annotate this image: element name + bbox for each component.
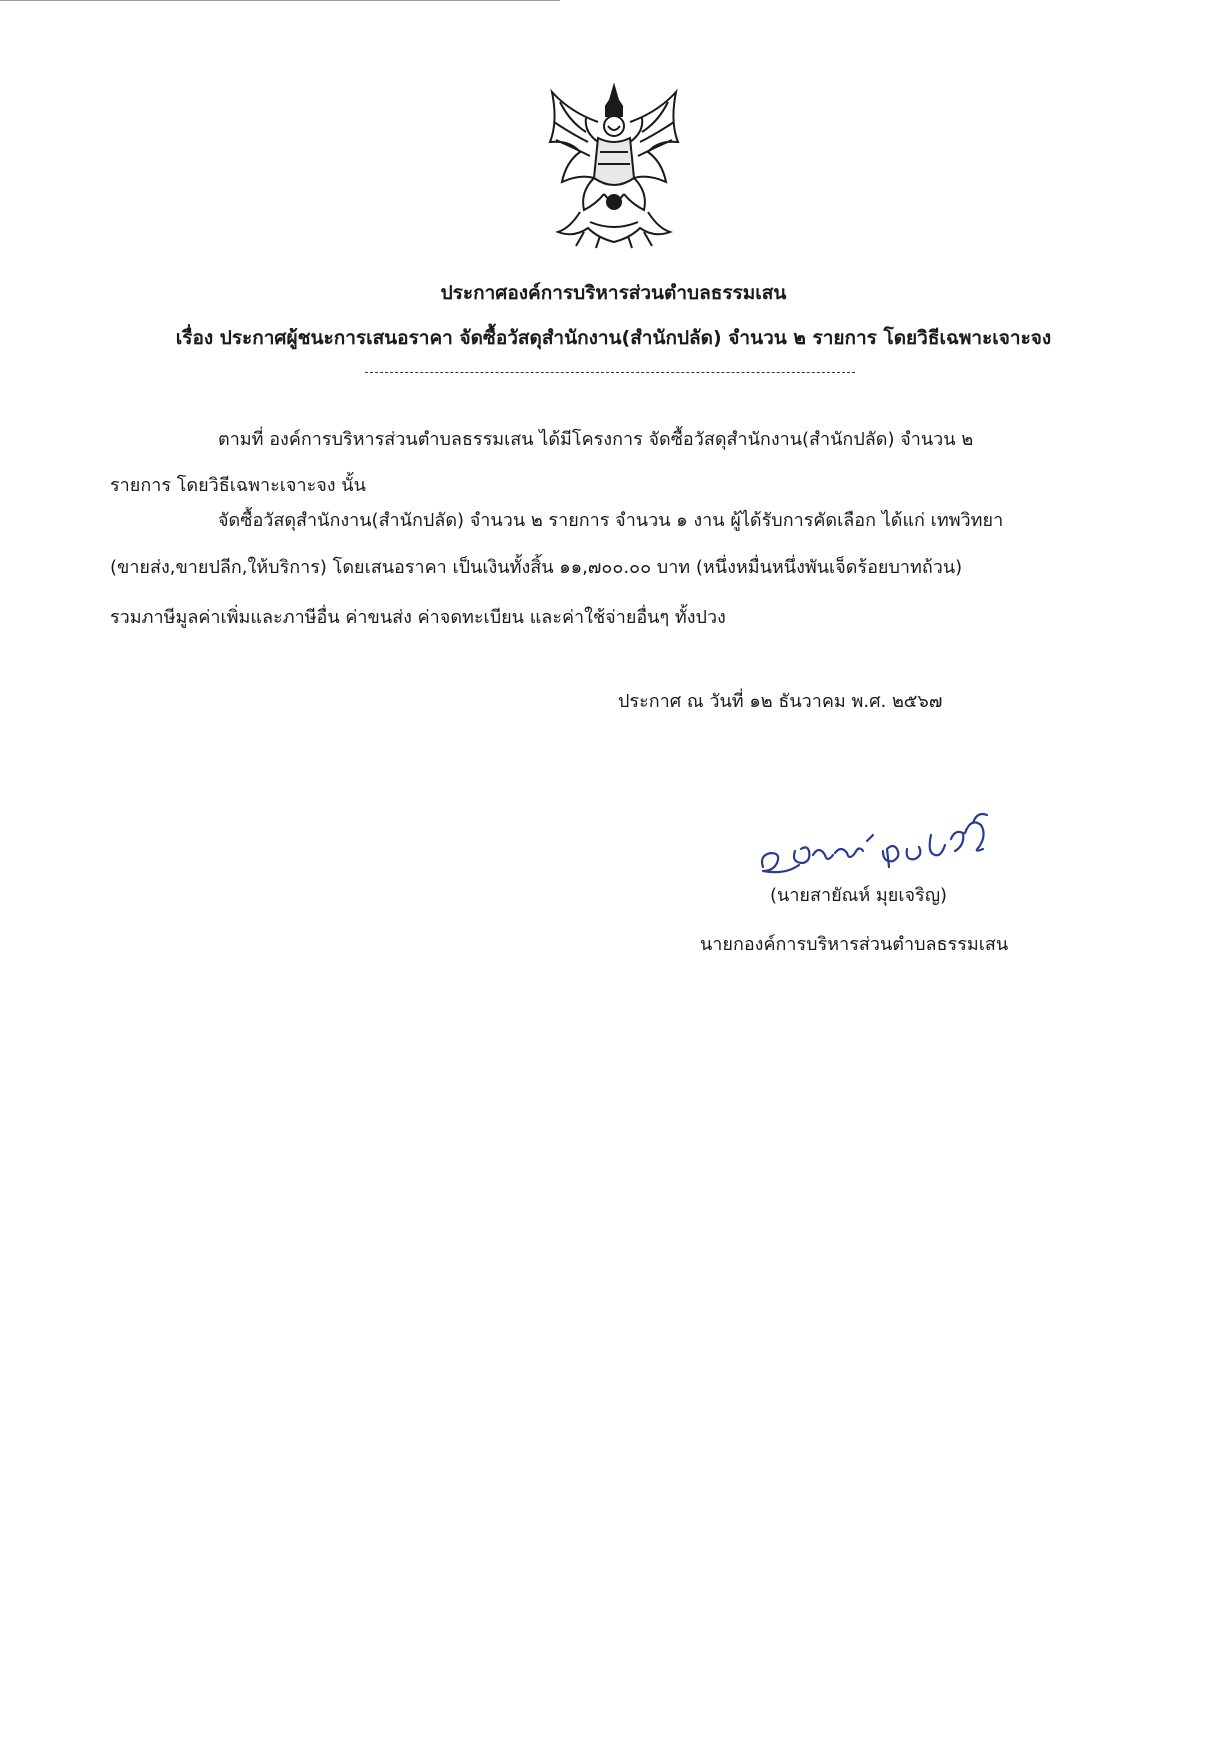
scan-edge-line [0,0,560,1]
handwritten-signature [755,805,1035,885]
body-paragraph-1-line-2: รายการ โดยวิธีเฉพาะเจาะจง นั้น [110,475,366,496]
signer-position: นายกองค์การบริหารส่วนตำบลธรรมเสน [700,934,1009,955]
garuda-emblem-icon [540,82,688,252]
body-paragraph-2-line-3: รวมภาษีมูลค่าเพิ่มและภาษีอื่น ค่าขนส่ง ค่าจดทะเบียน และค่าใช้จ่ายอื่นๆ ทั้งปวง [110,607,726,628]
announcement-title: ประกาศองค์การบริหารส่วนตำบลธรรมเสน [440,282,787,304]
body-paragraph-1-line-1: ตามที่ องค์การบริหารส่วนตำบลธรรมเสน ได้มีโครงการ จัดซื้อวัสดุสำนักงาน(สำนักปลัด) จำนวน ๒ [218,429,974,450]
dashed-separator [365,372,855,373]
announcement-date: ประกาศ ณ วันที่ ๑๒ ธันวาคม พ.ศ. ๒๕๖๗ [618,691,943,712]
body-paragraph-2-line-1: จัดซื้อวัสดุสำนักงาน(สำนักปลัด) จำนวน ๒ รายการ จำนวน ๑ งาน ผู้ได้รับการคัดเลือก ได้แก่ เทพวิทยา [218,510,1004,531]
signer-name: (นายสายัณห์ มุยเจริญ) [770,885,948,906]
announcement-subject: เรื่อง ประกาศผู้ชนะการเสนอราคา จัดซื้อวัสดุสำนักงาน(สำนักปลัด) จำนวน ๒ รายการ โดยวิธีเฉพาะเจาะจง [175,327,1052,349]
body-paragraph-2-line-2: (ขายส่ง,ขายปลีก,ให้บริการ) โดยเสนอราคา เป็นเงินทั้งสิ้น ๑๑,๗๐๐.๐๐ บาท (หนึ่งหมื่นหนึ่งพันเจ็ดร้อยบาทถ้วน) [110,557,963,578]
